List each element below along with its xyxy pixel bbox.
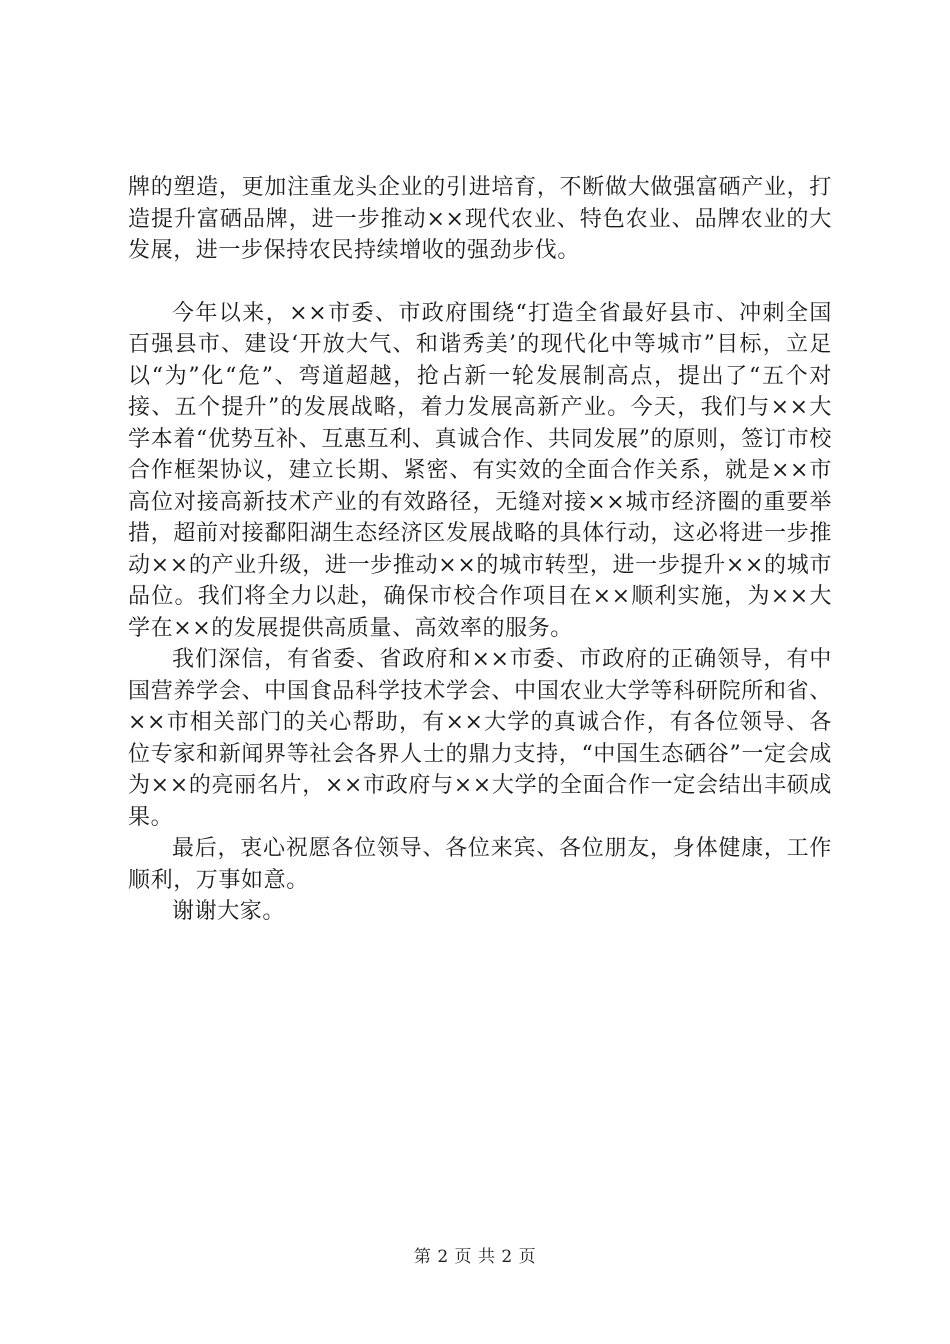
paragraph-wishes: 最后，衷心祝愿各位领导、各位来宾、各位朋友，身体健康，工作顺利，万事如意。 [128,836,832,893]
paragraph-continuation: 牌的塑造，更加注重龙头企业的引进培育，不断做大做强富硒产业，打造提升富硒品牌，进一步推动××现代农业、特色农业、品牌农业的大发展，进一步保持农民持续增收的强劲步伐。 [128,175,832,263]
paragraph-confidence: 我们深信，有省委、省政府和××市委、市政府的正确领导，有中国营养学会、中国食品科学技术学会、中国农业大学等科研院所和省、××市相关部门的关心帮助，有××大学的真诚合作，有各位领导、各位专家和新闻界等社会各界人士的鼎力支持，“中国生态硒谷”一定会成为××的亮丽名片，××市政府与××大学的全面合作一定会结出丰硕成果。 [128,647,832,830]
page-number-footer: 第 2 页 共 2 页 [413,1247,537,1267]
document-body [128,172,832,928]
paragraph-thanks: 谢谢大家。 [172,899,286,924]
paragraph-cooperation: 今年以来，××市委、市政府围绕“打造全省最好县市、冲刺全国百强县市、建设‘开放大气、和谐秀美’的现代化中等城市”目标，立足以“为”化“危”、弯道超越，抢占新一轮发展制高点，提出了“五个对接、五个提升”的发展战略，着力发展高新产业。今天，我们与××大学本着“优势互补、互惠互利、真诚合作、共同发展”的原则，签订市校合作框架协议，建立长期、紧密、有实效的全面合作关系，就是××市高位对接高新技术产业的有效路径，无缝对接××城市经济圈的重要举措，超前对接鄱阳湖生态经济区发展战略的具体行动，这必将进一步推动××的产业升级，进一步推动××的城市转型，进一步提升××的城市品位。我们将全力以赴，确保市校合作项目在××顺利实施，为××大学在××的发展提供高质量、高效率的服务。 [128,300,832,641]
